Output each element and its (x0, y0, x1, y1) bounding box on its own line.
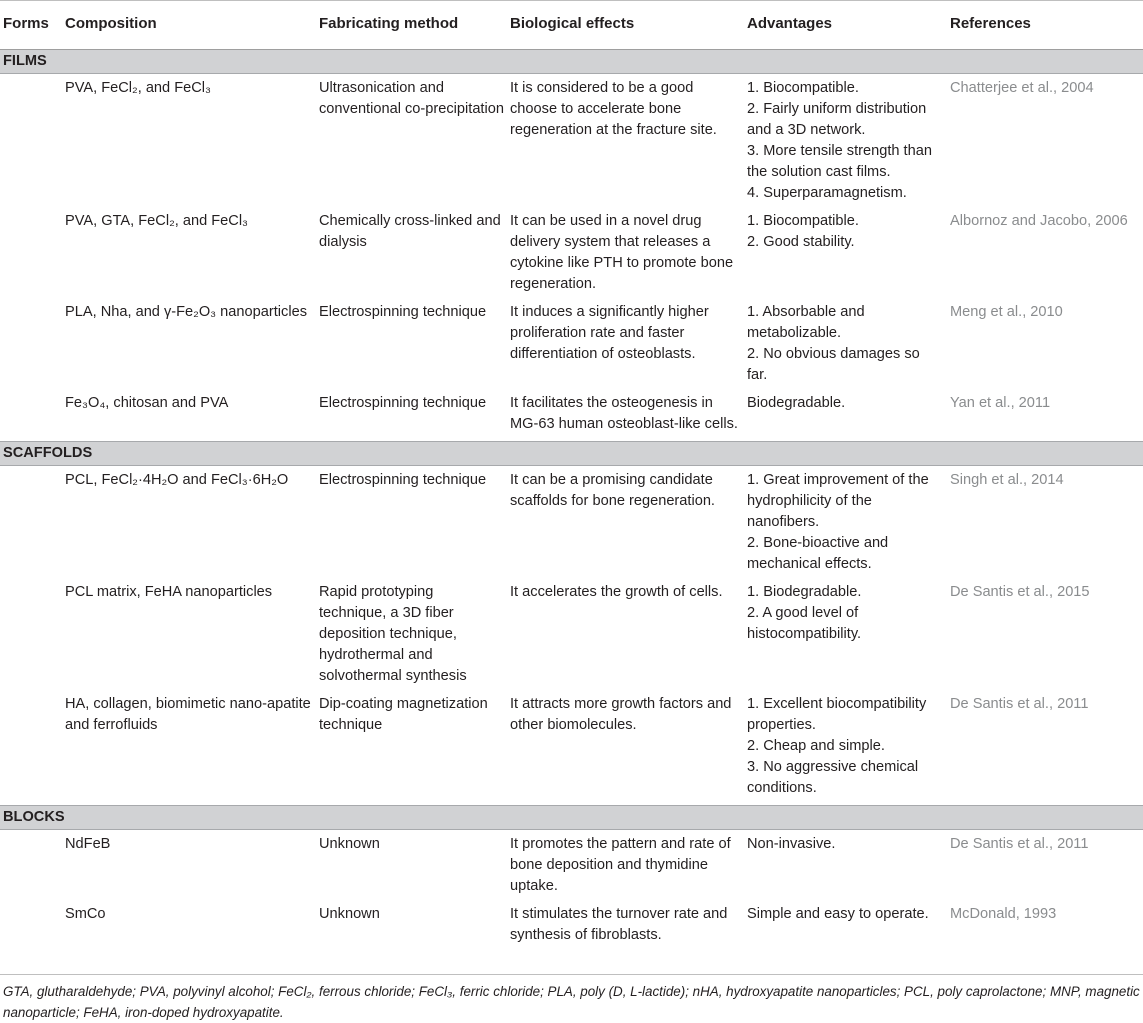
advantage-item: 1. Biocompatible. (747, 80, 859, 96)
advantages-cell (745, 690, 948, 806)
advantage-item: 1. Biocompatible. (747, 213, 859, 229)
advantages-cell (745, 298, 948, 389)
reference-cell: Singh et al., 2014 (950, 472, 1064, 488)
effects-cell: It is considered to be a good choose to accelerate bone regeneration at the fracture site. (510, 80, 717, 138)
forms-cell (0, 690, 63, 806)
method-cell: Electrospinning technique (319, 472, 487, 488)
effects-cell: It can be a promising candidate scaffolds for bone regeneration. (510, 472, 715, 509)
table-footnote (0, 974, 1143, 1023)
advantages-cell (745, 578, 948, 690)
advantage-item: 2. A good level of histocompatibility. (747, 605, 862, 642)
forms-cell (0, 298, 63, 389)
table-row (0, 830, 1143, 901)
reference-cell: De Santis et al., 2011 (950, 836, 1089, 852)
method-cell: Dip-coating magnetization technique (319, 696, 488, 733)
reference-cell: McDonald, 1993 (950, 906, 1057, 922)
table-row (0, 690, 1143, 806)
reference-cell: Chatterjee et al., 2004 (950, 80, 1094, 96)
advantage-item: Simple and easy to operate. (747, 906, 929, 922)
advantages-cell (745, 207, 948, 298)
advantage-item: 4. Superparamagnetism. (747, 185, 907, 201)
forms-cell (0, 466, 63, 579)
method-cell: Electrospinning technique (319, 395, 487, 411)
section-row-blocks (0, 806, 1143, 830)
advantage-item: 1. Absorbable and metabolizable. (747, 304, 865, 341)
header-biological-effects: Biological effects (508, 1, 745, 50)
composition-cell: PLA, Nha, and γ-Fe₂O₃ nanoparticles (65, 304, 307, 320)
advantage-item: 3. No aggressive chemical conditions. (747, 759, 919, 796)
table-row (0, 466, 1143, 579)
section-row-films (0, 50, 1143, 74)
table-header (0, 1, 1143, 50)
reference-cell: Albornoz and Jacobo, 2006 (950, 213, 1128, 229)
header-composition: Composition (63, 1, 317, 50)
forms-cell (0, 578, 63, 690)
effects-cell: It stimulates the turnover rate and synthesis of fibroblasts. (510, 906, 728, 943)
reference-cell: De Santis et al., 2011 (950, 696, 1089, 712)
reference-cell: Yan et al., 2011 (950, 395, 1051, 411)
composition-cell: NdFeB (65, 836, 111, 852)
table-row (0, 389, 1143, 442)
method-cell: Electrospinning technique (319, 304, 487, 320)
effects-cell: It can be used in a novel drug delivery system that releases a cytokine like PTH to promote bone regeneration. (510, 213, 734, 292)
advantage-item: 1. Biodegradable. (747, 584, 862, 600)
method-cell: Unknown (319, 836, 380, 852)
advantage-item: 2. No obvious damages so far. (747, 346, 920, 383)
forms-cell (0, 900, 63, 949)
advantage-item: 1. Great improvement of the hydrophilicity of the nanofibers. (747, 472, 929, 530)
composition-cell: PCL matrix, FeHA nanoparticles (65, 584, 273, 600)
composition-cell: PVA, FeCl₂, and FeCl₃ (65, 80, 211, 96)
reference-cell: De Santis et al., 2015 (950, 584, 1090, 600)
table-row (0, 900, 1143, 949)
method-cell: Chemically cross-linked and dialysis (319, 213, 501, 250)
composition-cell: SmCo (65, 906, 106, 922)
table-body (0, 50, 1143, 950)
effects-cell: It facilitates the osteogenesis in MG-63 human osteoblast-like cells. (510, 395, 738, 432)
method-cell: Unknown (319, 906, 380, 922)
advantage-item: 1. Excellent biocompatibility properties. (747, 696, 927, 733)
header-fabricating-method: Fabricating method (317, 1, 508, 50)
section-label: SCAFFOLDS (0, 442, 1143, 466)
forms-cell (0, 389, 63, 442)
composition-cell: PVA, GTA, FeCl₂, and FeCl₃ (65, 213, 248, 229)
table-row (0, 578, 1143, 690)
method-cell: Ultrasonication and conventional co-precipitation (319, 80, 504, 117)
advantage-item: Non-invasive. (747, 836, 836, 852)
section-label: FILMS (0, 50, 1143, 74)
table-row (0, 298, 1143, 389)
forms-cell (0, 830, 63, 901)
effects-cell: It promotes the pattern and rate of bone deposition and thymidine uptake. (510, 836, 731, 894)
table-row (0, 207, 1143, 298)
advantage-item: 2. Bone-bioactive and mechanical effects. (747, 535, 889, 572)
effects-cell: It induces a significantly higher proliferation rate and faster differentiation of osteoblasts. (510, 304, 709, 362)
header-forms: Forms (0, 1, 63, 50)
advantage-item: 2. Fairly uniform distribution and a 3D network. (747, 101, 927, 138)
advantages-cell (745, 830, 948, 901)
advantage-item: 3. More tensile strength than the solution cast films. (747, 143, 932, 180)
forms-cell (0, 207, 63, 298)
effects-cell: It accelerates the growth of cells. (510, 584, 723, 600)
composition-cell: HA, collagen, biomimetic nano-apatite and ferrofluids (65, 696, 311, 733)
header-references: References (948, 1, 1143, 50)
header-advantages: Advantages (745, 1, 948, 50)
advantage-item: 2. Cheap and simple. (747, 738, 885, 754)
composition-cell: Fe₃O₄, chitosan and PVA (65, 395, 229, 411)
reference-cell: Meng et al., 2010 (950, 304, 1063, 320)
header-row (0, 1, 1143, 50)
advantage-item: 2. Good stability. (747, 234, 855, 250)
advantage-item: Biodegradable. (747, 395, 846, 411)
method-cell: Rapid prototyping technique, a 3D fiber deposition technique, hydrothermal and solvothermal synthesis (319, 584, 467, 684)
effects-cell: It attracts more growth factors and other biomolecules. (510, 696, 732, 733)
advantages-cell (745, 466, 948, 579)
footnote-text: GTA, glutharaldehyde; PVA, polyvinyl alcohol; FeCl₂, ferrous chloride; FeCl₃, ferric chloride; PLA, poly (D, L-lactide); nHA, hydroxyapatite nanoparticles; PCL, poly caprolactone; MNP, magnetic nanoparticle; FeHA, iron-doped hydroxyapatite. (3, 984, 1140, 1020)
composition-cell: PCL, FeCl₂·4H₂O and FeCl₃·6H₂O (65, 472, 289, 488)
advantages-cell (745, 900, 948, 949)
advantages-cell (745, 74, 948, 208)
forms-cell (0, 74, 63, 208)
advantages-cell (745, 389, 948, 442)
table-row (0, 74, 1143, 208)
section-label: BLOCKS (0, 806, 1143, 830)
section-row-scaffolds (0, 442, 1143, 466)
